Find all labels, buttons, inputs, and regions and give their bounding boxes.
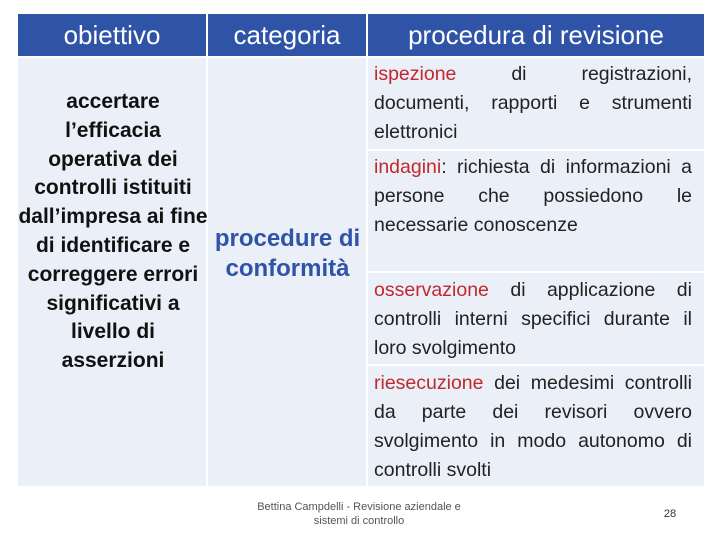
- category-text: procedure di conformità: [214, 225, 361, 282]
- procedure-keyword: osservazione: [374, 279, 489, 301]
- procedure-description: di registrazioni, documenti, rapporti e strumenti elettronici: [374, 63, 692, 143]
- footer-line-1: Bettina Campdelli - Revisione aziendale e: [257, 501, 461, 513]
- procedure-item: [368, 153, 704, 240]
- header-procedure: [368, 14, 704, 56]
- footer-credit: [246, 500, 472, 528]
- procedure-item: [368, 60, 704, 147]
- page-number: 28: [663, 508, 677, 520]
- procedure-keyword: indagini: [374, 156, 442, 178]
- header-objective: [18, 14, 206, 56]
- header-category-label: categoria: [233, 19, 341, 50]
- procedure-item: [368, 276, 704, 363]
- header-objective-label: obiettivo: [63, 19, 161, 50]
- procedure-item: [368, 369, 704, 485]
- procedure-description: dei medesimi controlli da parte dei revisori ovvero svolgimento in modo autonomo di controlli svolti: [374, 372, 692, 481]
- footer-line-2: sistemi di controllo: [313, 515, 405, 527]
- objective-text: accertare l’efficacia operativa dei controlli istituiti dall’impresa ai fine di identificare e correggere errori significativi a livello di asserzioni: [18, 90, 208, 373]
- header-category: [208, 14, 366, 56]
- header-procedure-label: procedura di revisione: [408, 19, 664, 50]
- procedure-keyword: riesecuzione: [374, 372, 484, 394]
- procedure-description: di applicazione di controlli interni specifici durante il loro svolgimento: [374, 279, 692, 359]
- procedure-keyword: ispezione: [374, 63, 457, 85]
- procedure-description: : richiesta di informazioni a persone che possiedono le necessarie conoscenze: [374, 156, 692, 236]
